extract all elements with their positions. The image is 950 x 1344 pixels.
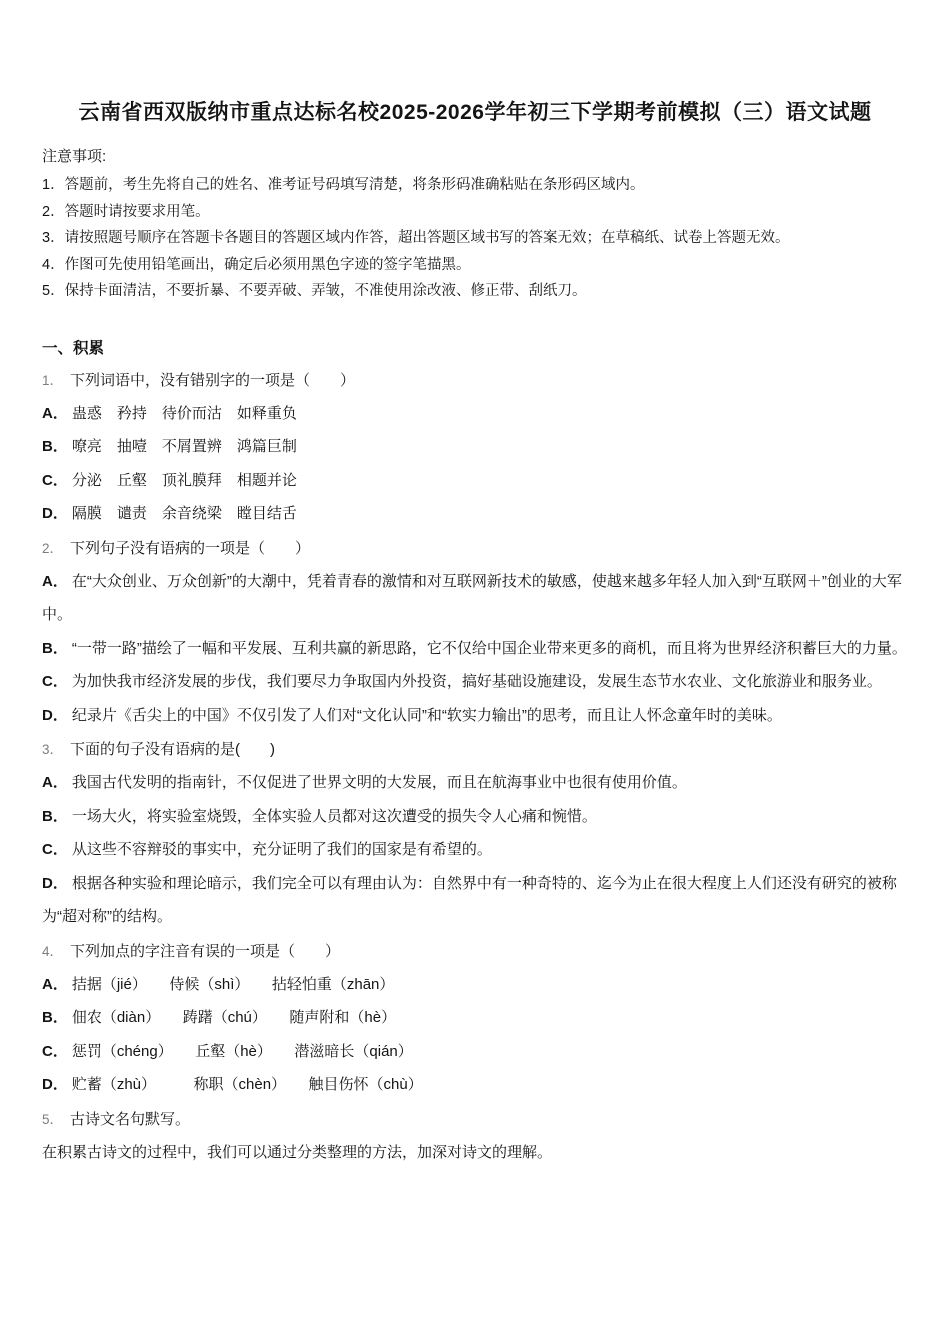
option-letter: B．: [42, 807, 68, 825]
notice-list: [42, 172, 908, 305]
question-option: [42, 968, 908, 1002]
question-option: [42, 699, 908, 733]
question-option: [42, 397, 908, 431]
question-number: 5．: [42, 1111, 64, 1127]
option-text: 我国古代发明的指南针，不仅促进了世界文明的大发展，而且在航海事业中也很有使用价值。: [71, 774, 687, 791]
question: [42, 533, 908, 733]
question: [42, 936, 908, 1102]
option-letter: A．: [42, 404, 68, 422]
question-option: [42, 565, 908, 632]
question-stem-text: 下列加点的字注音有误的一项是（ ）: [70, 942, 341, 960]
option-text: 蛊惑 矜持 待价而沽 如释重负: [71, 404, 297, 422]
question-stem-text: 下列词语中，没有错别字的一项是（ ）: [70, 371, 356, 389]
option-text: 为加快我市经济发展的步伐，我们要尽力争取国内外投资，搞好基础设施建设，发展生态节水农业、文化旅游业和服务业。: [71, 673, 882, 690]
question-option: [42, 1035, 908, 1069]
option-letter: C．: [42, 471, 68, 489]
option-letter: D．: [42, 1076, 68, 1093]
option-text: 贮蓄（zhù） 称职（chèn） 触目伤怀（chù）: [71, 1076, 423, 1093]
question-option: [42, 464, 908, 498]
question: [42, 365, 908, 531]
option-letter: A．: [42, 774, 68, 791]
option-letter: C．: [42, 673, 68, 690]
question-option: [42, 800, 908, 834]
page-title: 云南省西双版纳市重点达标名校2025-2026学年初三下学期考前模拟（三）语文试题: [78, 101, 872, 124]
notice-item: 4．作图可先使用铅笔画出，确定后必须用黑色字迹的签字笔描黑。: [42, 256, 471, 273]
question-number: 3．: [42, 742, 64, 757]
question-stem-text: 下列句子没有语病的一项是（ ）: [70, 539, 311, 557]
option-letter: D．: [42, 874, 68, 892]
question: [42, 1104, 908, 1169]
question-stem: [42, 1104, 908, 1136]
notice-item: 1．答题前，考生先将自己的姓名、准考证号码填写清楚，将条形码准确粘贴在条形码区域内。: [42, 177, 645, 193]
question-option: [42, 430, 908, 464]
section-title: 一、积累: [42, 339, 105, 357]
option-text: 根据各种实验和理论暗示，我们完全可以有理由认为：自然界中有一种奇特的、迄今为止在很大程度上人们还没有研究的被称为“超对称”的结构。: [42, 874, 897, 925]
question-option: [42, 766, 908, 800]
option-letter: D．: [42, 505, 68, 522]
option-letter: B．: [42, 639, 68, 657]
question-stem: [42, 734, 908, 766]
question-number: 4．: [42, 943, 64, 959]
option-letter: A．: [42, 975, 68, 993]
question-stem-text: 下面的句子没有语病的是( ): [70, 741, 276, 758]
questions: [42, 365, 908, 1169]
option-letter: B．: [42, 1009, 68, 1026]
option-text: 从这些不容辩驳的事实中，充分证明了我们的国家是有希望的。: [71, 841, 492, 858]
notice-item: 3．请按照题号顺序在答题卡各题目的答题区域内作答，超出答题区域书写的答案无效；在草稿纸、试卷上答题无效。: [42, 230, 790, 246]
question-number: 1．: [42, 372, 64, 388]
question-option: [42, 867, 908, 934]
question-stem: [42, 365, 908, 397]
notice-item: 5．保持卡面清洁，不要折暴、不要弄破、弄皱，不准使用涂改液、修正带、刮纸刀。: [42, 283, 587, 299]
question-number: 2．: [42, 540, 64, 556]
option-text: 一场大火，将实验室烧毁，全体实验人员都对这次遭受的损失令人心痛和惋惜。: [71, 807, 597, 825]
option-text: 在“大众创业、万众创新”的大潮中，凭着青春的激情和对互联网新技术的敏感，使越来越多年轻人加入到“互联网＋”创业的大军中。: [42, 572, 902, 623]
option-letter: D．: [42, 706, 68, 724]
option-text: 拮据（jié） 侍候（shì） 拈轻怕重（zhān）: [71, 975, 395, 993]
option-text: 隔膜 谴责 余音绕梁 瞠目结舌: [71, 505, 297, 522]
notice-item: 2．答题时请按要求用笔。: [42, 203, 210, 220]
question-option: [42, 1001, 908, 1035]
question-option: [42, 833, 908, 867]
question-option: [42, 497, 908, 531]
option-text: 佃农（diàn） 踌躇（chú） 随声附和（hè）: [71, 1009, 397, 1026]
notice-header: 注意事项:: [42, 148, 107, 165]
option-text: “一带一路”描绘了一幅和平发展、互利共赢的新思路，它不仅给中国企业带来更多的商机，而且将为世界经济积蓄巨大的力量。: [71, 639, 907, 657]
question-stem: [42, 936, 908, 968]
option-text: 嘹亮 抽噎 不屑置辨 鸿篇巨制: [71, 438, 297, 455]
question-option: [42, 1068, 908, 1102]
option-letter: C．: [42, 841, 68, 858]
question-option: [42, 665, 908, 699]
option-letter: A．: [42, 572, 68, 590]
option-letter: C．: [42, 1042, 68, 1060]
question-stem: [42, 533, 908, 565]
option-text: 纪录片《舌尖上的中国》不仅引发了人们对“文化认同”和“软实力输出”的思考，而且让人怀念童年时的美味。: [71, 706, 782, 724]
option-letter: B．: [42, 438, 68, 455]
question-stem-text: 古诗文名句默写。: [70, 1110, 191, 1128]
question-body: 在积累古诗文的过程中，我们可以通过分类整理的方法，加深对诗文的理解。: [42, 1143, 553, 1161]
question-option: [42, 632, 908, 666]
option-text: 惩罚（chéng） 丘壑（hè） 潜滋暗长（qián）: [71, 1042, 413, 1060]
option-text: 分泌 丘壑 顶礼膜拜 相题并论: [71, 471, 297, 489]
question: [42, 734, 908, 934]
